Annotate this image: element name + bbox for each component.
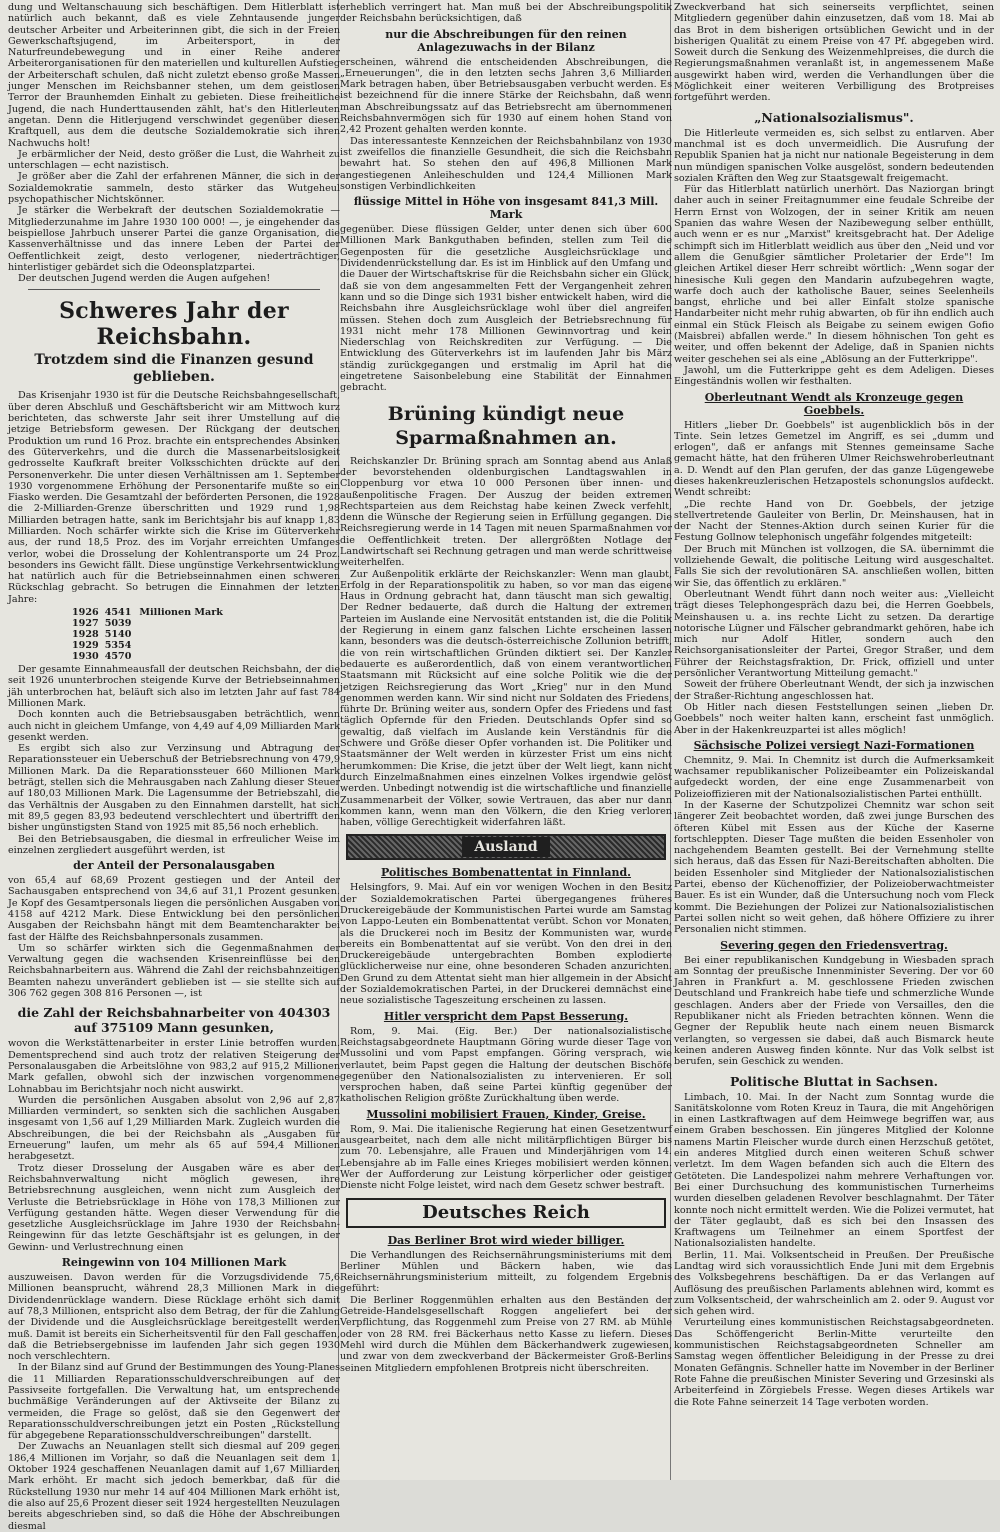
paragraph: Ob Hitler nach diesen Feststellungen seinen „lieben Dr. Goebbels" noch weiter halten kann, erscheint fast unmöglich. Aber in der Hakenkreuzpartei ist alles möglich! [674, 701, 994, 736]
subheading-arbeiterzahl: die Zahl der Reichsbahnarbeiter von 404303 auf 375109 Mann gesunken, [17, 1005, 331, 1036]
paragraph: Die Berliner Roggenmühlen erhalten aus den Beständen der Getreide-Handelsgesellschaft Roggen angeliefert bei der Verpflichtung, das Roggenmehl zum Preise von 27 RM. ab Mühle oder von 28 RM. frei Bäckerhaus netto Kasse zu liefern. Dieses Mehl wird durch die Mühlen dem Bäckerhandwerk zugewiesen, und zwar von dem zweckverband der Bäckermeister Groß-Berlins seinen Mitgliedern empfohlenen Brotpreis nicht überschreiten. [340, 1294, 672, 1374]
year-cell: 1928 [72, 629, 99, 641]
headline-polizei: Sächsische Polizei versiegt Nazi-Formationen [693, 738, 975, 752]
paragraph: Rom, 9. Mai. Die italienische Regierung hat einen Gesetzentwurf ausgearbeitet, nach dem alle nicht militärpflichtigen Bürger bis zum 70. Lebensjahre, alle Frauen und Minderjährigen vom 14. Lebensjahre ab im Falle eines Krieges mobilisiert werden können. Wer der Aufforderung zur Leistung körperlicher oder geistiger Dienste nicht Folge leistet, wird nach dem Gesetz schwer bestraft. [340, 1123, 672, 1192]
paragraph: Der Bruch mit München ist vollzogen, die SA. übernimmt die vollziehende Gewalt, die politische Leitung wird ausgeschaltet. Falls Sie sich der revolutionären SA. anschließen wollen, bitten wir Sie, das öffentlich zu erklären." [674, 543, 994, 589]
paragraph: Limbach, 10. Mai. In der Nacht zum Sonntag wurde die Sanitätskolonne vom Roten Kreuz in Taura, die mit Angehörigen in einen Lastkraftwagen auf dem Heimwege begriffen war, aus einem Graben beschossen. Ein jüngeres Mitglied der Kolonne namens Martin Fleischer wurde durch einen Herzschuß getötet, ein anderes Mitglied durch einen weiteren Schuß schwer verletzt. Im dem Wagen befanden sich auch die Eltern des Getöteten. Die Landespolizei nahm mehrere Verhaftungen vor. Bei einer Durchsuchung des kommunistischen Turnerheims wurden dieselben geladenen Revolver beschlagnahmt. Der Täter konnte noch nicht ermittelt werden. Wie die Polizei vermutet, hat der Täter geglaubt, daß es sich bei den Insassen des Kraftwagens um Teilnehmer an einem Sportfest der Nationalsozialisten handelte. [674, 1091, 994, 1250]
paragraph: Bei den Betriebsausgaben, die diesmal in erfreulicher Weise im einzelnen zergliedert ausgeführt werden, ist [8, 833, 340, 856]
headline-bluttat: Politische Bluttat in Sachsen. [729, 1073, 939, 1089]
paragraph: Das interessanteste Kennzeichen der Reichsbahnbilanz von 1930 ist zweifellos die finanzielle Gesundheit, die sich die Reichsbahn bewahrt hat. So stehen den auf 496,8 Millionen Mark angestiegenen Anleiheschulden und 124,4 Millionen Mark sonstigen Verbindlichkeiten [340, 135, 672, 192]
paragraph: Trotz dieser Drosselung der Ausgaben wäre es aber der Reichsbahnverwaltung nicht möglich gewesen, ihre Betriebsrechnung ausgleichen, wenn nicht zum Ausgleich der Verluste die Betriebsrücklage in Höhe von 178,3 Millionen zur Verfügung gestanden hätte. Wegen dieser Verwendung für die gesetzliche Ausgleichsrücklage im Jahre 1930 der Reichsbahn-Reingewinn für das letzte Geschäftsjahr ist es gelungen, in der Gewinn- und Verlustrechnung einen [8, 1162, 340, 1253]
headline-severing: Severing gegen den Friedensvertrag. [720, 938, 948, 952]
paragraph: wovon die Werkstättenarbeiter in erster Linie betroffen wurden. Dementsprechend sind auch trotz der relativen Steigerung der Personalausgaben die Arbeitslöhne von 983,2 auf 915,2 Millionen Mark gefallen, obwohl sich der inzwischen vorgenommene Lohnabbau im Berichtsjahr noch nicht auswirkt. [8, 1038, 340, 1095]
year-cell: 1926 [72, 607, 99, 619]
paragraph: Der Zuwachs an Neuanlagen stellt sich diesmal auf 209 gegen 186,4 Millionen im Vorjahr, so daß die Neuanlagen seit dem 1. Oktober 1924 geschaffenen Neuanlagen damit auf 1,67 Milliarden Mark erhöht. Er macht sich jedoch bemerkbar, daß für die Rückstellung 1930 nur mehr 14 auf 404 Millionen Mark erhöht ist, die also auf 25,6 Prozent dieser seit 1924 hergestellten Neuzulagen bereits abgeschrieben sind, so daß die Höhe der Abschreibungen diesmal [8, 1441, 340, 1532]
paragraph: Berlin, 11. Mai. Volksentscheid in Preußen. Der Preußische Landtag wird sich voraussichtlich Ende Juni mit dem Ergebnis des Volksbegehrens beschäftigen. Da er das Verlangen auf Auflösung des preußischen Parlaments ablehnen wird, kommt es zum Volksentscheid, der wahrscheinlich am 2. oder 9. August vor sich gehen wird. [674, 1249, 994, 1318]
section-banner-reich: Deutsches Reich [346, 1198, 666, 1228]
paragraph: „Die rechte Hand von Dr. Goebbels, der jetzige stellvertretende Gauleiter von Berlin, Dr. Meinshausen, hat in der Nacht der Stennes-Aktion durch seinen Kurier für die Festung Gollnow telephonisch ungefähr folgendes mitgeteilt: [674, 498, 994, 544]
paragraph: Soweit der frühere Oberleutnant Wendt, der sich ja inzwischen der Straßer-Richtung angeschlossen hat. [674, 679, 994, 702]
paragraph: Verurteilung eines kommunistischen Reichstagsabgeordneten. Das Schöffengericht Berlin-Mitte verurteilte den kommunistischen Reichstagsabgeordneten Schneller am Samstag wegen öffentlicher Beleidigung in der Presse zu drei Monaten Gefängnis. Schneller hatte im November in der Berliner Rote Fahne die preußischen Minister Severing und Grzesinski als Arbeiterfeind in Zörgiebels Fresse. Wegen dieses Artikels war die Rote Fahne seinerzeit 14 Tage verboten worden. [674, 1317, 994, 1408]
subheading-fluessige-mittel: flüssige Mittel in Höhe von insgesamt 841,3 Mill. Mark [353, 195, 659, 222]
section-banner-ausland [346, 834, 666, 860]
paragraph: Das Krisenjahr 1930 ist für die Deutsche Reichsbahngesellschaft, über deren Abschluß und Geschäftsbericht wir am Mittwoch kurz berichteten, das schwerste Jahr seit ihrer Umstellung auf die jetzige Betriebsform gewesen. Der Rückgang der deutschen Produktion um rund 16 Proz. brachte ein entsprechendes Absinken des Güterverkehrs, und die durch die Massenarbeitslosigkeit gedrosselte Kaufkraft breiter Volksschichten drückte auf den Personenverkehr. Die unter diesen Verhältnissen am 1. September 1930 vorgenommene Erhöhung der Personentarife mußte so ein Fiasko werden. Die Gesamtzahl der beförderten Personen, die 1928 die 2-Milliarden-Grenze überschritten und 1929 rund 1,98 Milliarden betragen hatte, sank im Berichtsjahr bis auf knapp 1,83 Milliarden. Noch schärfer wirkte sich die Krise im Güterverkehr aus, der rund 18,5 Proz. des im Vorjahr erreichten Umfanges verlor, wobei die Drosselung der Kohlentransporte um 24 Proz. besonders ins Gewicht fällt. Diese ungünstige Verkehrsentwicklung hat natürlich auch für die Betriebseinnahmen einen schweren Rückschlag gebracht. So betrugen die Einnahmen der letzten Jahre: [8, 390, 340, 605]
year-cell: 1927 [72, 618, 99, 630]
subheading-abschreibungen: nur die Abschreibungen für den reinen Anlagezuwachs in der Bilanz [385, 27, 627, 54]
paragraph: Doch konnten auch die Betriebsausgaben beträchtlich, wenn auch nicht in gleichem Umfange, von 4,49 auf 4,09 Milliarden Mark gesenkt werden. [8, 709, 340, 743]
subheading-reingewinn: Reingewinn von 104 Millionen Mark [61, 1256, 287, 1270]
headline-reichsbahn: Schweres Jahr der Reichsbahn. [59, 298, 289, 351]
value-cell: 5140 [104, 629, 132, 641]
paragraph: Je größer aber die Zahl der erfahrenen Männer, die sich in der Sozialdemokratie sammeln, desto stärker das Wutgeheul psychopathischer Nichtskönner. [8, 171, 340, 206]
paragraph: Hitlers „lieber Dr. Goebbels" ist augenblicklich bös in der Tinte. Sein letzes Gemetzel im Angriff, es sei „dumm und erlogen", daß er anfangs mit Stennes gemeinsame Sache gemacht hätte, hat den früheren Ulmer Reichswehroberleutnant a. D. Wendt auf den Plan gerufen, der das ganze Lügengewebe dieses hakenkreuzlerischen Hetzapostels schonungslos aufdeckt. Wendt schreibt: [674, 419, 994, 499]
paragraph: Rom, 9. Mai. (Eig. Ber.) Der nationalsozialistische Reichstagsabgeordnete Hauptmann Göring wurde dieser Tage von Mussolini und vom Papst empfangen. Göring versprach, wie verlautet, beim Papst gegen die Haltung der deutschen Bischöfe gegenüber den Nationalsozialisten zu intervenieren. Er soll versprochen haben, daß seine Partei künftig gegenüber der katholischen Religion größte Zurückhaltung üben werde. [340, 1025, 672, 1105]
paragraph: Der gesamte Einnahmeausfall der deutschen Reichsbahn, der die seit 1926 ununterbrochen steigende Kurve der Betriebseinnahmen jäh unterbrochen hat, beläuft sich also im letzten Jahr auf fast 784 Millionen Mark. [8, 664, 340, 709]
paragraph: Jawohl, um die Futterkrippe geht es dem Adeligen. Dieses Eingeständnis wollen wir festhalten. [674, 364, 994, 388]
paragraph: von 65,4 auf 68,69 Prozent gestiegen und der Anteil der Sachausgaben entsprechend von 34,6 auf 31,1 Prozent gesunken. Je Kopf des Gesamtpersonals liegen die persönlichen Ausgaben von 4158 auf 4212 Mark. Diese Entwicklung bei den persönlichen Ausgaben der Reichsbahn hängt mit dem Beamtencharakter bei fast der Hälfte des Reichsbahnpersonals zusammen. [8, 875, 340, 943]
paragraph: In der Kaserne der Schutzpolizei Chemnitz war schon seit längerer Zeit beobachtet worden, daß zwei junge Burschen des öfteren Kübel mit Essen aus der Küche der Kaserne fortschleppten. Dieser Tage mußten die beiden Essenholer von nachgehendem Beamten gestellt. Bei der Vernehmung stellte sich heraus, daß das Essen für Nazi-Bereitschaften abholten. Die beiden Essenholer sind Mitglieder der Nationalsozialistischen Partei, ebenso der Küchenoffizier, der Polizeioberwachtmeister Bauer. Es ist ein Wunder, daß die Untersuchung noch vom Fleck kommt. Die Beziehungen der Polizei zur Nationalsozialistischen Partei sollen nicht so weit gehen, daß höhere Offiziere zu ihrer Personalien nicht stimmen. [674, 800, 994, 936]
paragraph: Für das Hitlerblatt natürlich unerhört. Das Naziorgan bringt daher auch in seiner Freitagnummer eine feudale Schreibe der Herrn Ernst von Wolzogen, der in seiner Kritik am neuen Spanien das wahre Wesen der Nazibewegung selber enthüllt, auch wenn er es nur „Marxist" kreitsgebracht hat. Der Adelige schimpft sich im Hitlerblatt weidlich aus über den „Neid und vor allem die Genußgier sämtlicher Proletarier der Erde"! Im gleichen Artikel dieser Herr schreibt wörtlich: „Wenn sogar der hinesische Kuli gegen den Mandarin aufzubegehren wagte, warfe doch auch der katholische Bauer, seines Seelenheils bangst, ehrliche und bei aller Einfalt stolze spanische Handarbeiter nicht mehr ruhig abwarten, ob für ihn endlich auch einmal ein Stück Fleisch als Beigabe zu seinem ewigen Gofio (Maisbrei) abfallen werde." In diesem höhnischen Ton geht es weiter, und offen bekennt der Adelige, daß in Spanien nichts weiter geschehen sei als eine „Ablösung an der Futterkrippe". [674, 184, 994, 365]
headline-finnland: Politisches Bombenattentat in Finnland. [380, 866, 632, 880]
paragraph: Wurden die persönlichen Ausgaben absolut von 2,96 auf 2,87 Milliarden vermindert, so senkten sich die sachlichen Ausgaben insgesamt von 1,56 auf 1,29 Milliarden Mark. Zugleich wurden die Abschreibungen, die bei der Reichsbahn als „Ausgaben für Erneuerung" laufen, um mehr als 65 auf 594,4 Millionen herabgesetzt. [8, 1094, 340, 1163]
paragraph: erheblich verringert hat. Man muß bei der Abschreibungspolitik der Reichsbahn berücksichtigen, daß [340, 2, 672, 25]
paragraph: Chemnitz, 9. Mai. In Chemnitz ist durch die Aufmerksamkeit wachsamer republikanischer Polizeibeamter ein Polizeiskandal aufgedeckt worden, der eine enge Zusammenarbeit von Polizeioffizieren mit der Nationalsozialistischen Partei enthüllt. [674, 754, 994, 800]
paragraph: auszuweisen. Davon werden für die Vorzugsdividende 75,6 Millionen beansprucht, während 28,3 Millionen Mark in die Dividendenrücklage wandern. Diese Rücklage erhöht sich damit auf 78,3 Millionen, entspricht also dem Betrag, der für die Zahlung der Dividende und die Ausgleichsrücklage bereitgestellt werden muß. Damit ist bereits ein Sicherheitsventil für den Fall geschaffen, daß die Betriebsergebnisse im laufenden Jahr sich gegen 1930 noch verschlechtern. [8, 1272, 340, 1363]
column-left [8, 0, 340, 1532]
column-right [674, 0, 994, 1480]
table-row [72, 651, 229, 662]
divider [28, 289, 320, 290]
paragraph: Es ergibt sich also zur Verzinsung und Abtragung der Reparationssteuer ein Ueberschuß der Betriebsrechnung von 479,9 Millionen Mark. Da die Reparationssteuer 660 Millionen Mark beträgt, stellen sich die Mehrausgaben nach Zahlung dieser Steuer auf 180,03 Millionen Mark. Die Lagensumme der Betriebszahl, die das Verhältnis der Ausgaben zu den Einnahmen darstellt, hat sich mit 89,5 gegen 83,93 bedeutend verschlechtert und übertrifft den bisher ungünstigsten Stand von 1925 mit 85,56 noch erheblich. [8, 743, 340, 834]
value-cell: 4541 [104, 607, 132, 619]
paragraph: Zweckverband hat sich seinerseits verpflichtet, seinen Mitgliedern gegenüber dahin einzusetzen, daß vom 18. Mai ab das Brot in dem bisherigen ortsüblichen Gewicht und in der bisherigen Qualität zu einem Preise von 47 Pf. abgegeben wird. Soweit durch die Senkung des Weizenmehlpreises, die durch die Regierungsmaßnahmen veranlaßt ist, in angemessenem Maße ausgewirkt haben wird, werden die Verhandlungen über die Möglichkeit einer weiteren Verbilligung des Brotpreises fortgeführt werden. [674, 2, 994, 104]
unit-cell: Millionen Mark [139, 607, 223, 619]
paragraph: Die Hitlerleute vermeiden es, sich selbst zu entlarven. Aber manchmal ist es doch unvermeidlich. Die Ausrufung der Republik Spanien hat ja nicht nur nationale Begeisterung in dem nun mündigen spanischen Volke ausgelöst, sondern bedeutenden sozialen Kräften den Weg zur Staatsgewalt freigemacht. [674, 127, 994, 184]
value-cell: 4570 [104, 651, 132, 663]
value-cell: 5039 [104, 618, 132, 630]
value-cell: 5354 [104, 640, 132, 652]
headline-bruening: Brüning kündigt neue Sparmaßnahmen an. [387, 402, 625, 449]
headline-brot: Das Berliner Brot wird wieder billiger. [387, 1233, 625, 1247]
subheadline-reichsbahn: Trotzdem sind die Finanzen gesund geblieben. [34, 352, 314, 386]
paragraph: In der Bilanz sind auf Grund der Bestimmungen des Young-Planes die 11 Milliarden Reparationsschuldverschreibungen auf der Passivseite fortgefallen. Die Verwaltung hat, um entsprechende buchmäßige Veränderungen auf der Aktivseite der Bilanz zu vermeiden, die Frage so gelöst, daß sie den Gegenwert der Reparationsschuldverschreibungen jetzt ein Posten „Rückstellung für abgegebene Reparationsschuldverschreibungen" darstellt. [8, 1362, 340, 1442]
paragraph: Helsingfors, 9. Mai. Auf ein vor wenigen Wochen in den Besitz der Sozialdemokratischen Partei übergegangenes früheres Druckereigebäude der Kommunistischen Partei wurde am Samstag von Lappo-Leuten ein Bombenattentat verübt. Schon vor Monaten, als die Druckerei noch im Besitz der Kommunisten war, wurde bereits ein Bombenattentat auf sie verübt. Von den drei in den Druckereigebäude untergebrachten Bomben explodierte glücklicherweise nur eine, ohne besonderen Schaden anzurichten. Den Grund zu dem Attentat sieht man hier allgemein in der Absicht der Sozialdemokratischen Partei, in der Druckerei demnächst eine neue sozialistische Tageszeitung erscheinen zu lassen. [340, 882, 672, 1007]
headline-nationalsozialismus: „Nationalsozialismus". [754, 109, 914, 125]
subheading-personal: der Anteil der Personalausgaben [73, 859, 275, 873]
paragraph: Um so schärfer wirkten sich die Gegenmaßnahmen der Verwaltung gegen die wachsenden Krisenreinflüsse bei den Reichsbahnarbeitern aus. Während die Zahl der reichsbahnzeitigen Beamten nahezu unverändert geblieben ist — sie stellte sich auf 306 762 gegen 308 816 Personen —, ist [8, 942, 340, 1000]
table-row [72, 640, 229, 651]
paragraph: erscheinen, während die entscheidenden Abschreibungen, die „Erneuerungen", die in den letzten sechs Jahren 3,6 Milliarden Mark betragen haben, über Betriebsausgaben verbucht werden. Es ist bezeichnend für die innere Stärke der Reichsbahn, daß wenn man Abschreibungssatz auf das Betriebsrecht am übernommenen Reichsbahnvermögen sich für 1930 auf einem hohen Stand von 2,42 Prozent gehalten werden konnte. [340, 56, 672, 136]
headline-mussolini: Mussolini mobilisiert Frauen, Kinder, Greise. [366, 1107, 646, 1121]
table-row [72, 629, 229, 640]
headline-hitler-papst: Hitler verspricht dem Papst Besserung. [383, 1009, 629, 1023]
paragraph: Oberleutnant Wendt führt dann noch weiter aus: „Vielleicht trägt dieses Telephongespräch dazu bei, die Herren Goebbels, Meinshausen u. a. ins rechte Licht zu setzen. Da derartige notorische Lügner und Fälscher gebrandmarkt gehören, habe ich mich nur Adolf Hitler, sondern auch den Reichsorganisationsleiter der Partei, Gregor Straßer, und dem Führer der Reichstagsfraktion, Dr. Frick, offiziell und unter persönlicher Verantwortung Mitteilung gemacht." [674, 588, 994, 680]
paragraph: gegenüber. Diese flüssigen Gelder, unter denen sich über 600 Millionen Mark Bankguthaben befinden, stellen zum Teil die Gegenposten für die gesetzliche Ausgleichsrücklage und Dividendenrückstellung dar. Es ist im Hinblick auf den Umfang und die Dauer der Wirtschaftskrise für die Reichsbahn sicher ein Glück, daß sie von dem angesammelten Fett der Vergangenheit zehren kann und so die Dinge sich 1931 bisher entwickelt haben, wird die Reichsbahn ihre Ausgleichsrücklage wohl über diel angreifen müssen. Stehen doch zum Ausgleich der Betriebsrechnung für 1931 nicht mehr 178 Millionen Gewinnvortrag und kein Niederschlag von Reichskrediten zur Verfügung. — Die Entwicklung des Güterverkehrs ist im laufenden Jahr bis März ständig zurückgegangen und erstmalig im April hat die eingetretene Saisonbelebung eine Stabilität der Einnahmen gebracht. [340, 224, 672, 394]
headline-wendt: Oberleutnant Wendt als Kronzeuge gegen Goebbels. [704, 390, 964, 417]
year-cell: 1930 [72, 651, 99, 663]
section-banner-label: Ausland [462, 837, 549, 857]
column-middle [340, 0, 672, 1480]
revenue-table [72, 607, 229, 662]
table-row [72, 618, 229, 629]
paragraph: Reichskanzler Dr. Brüning sprach am Sonntag abend aus Anlaß der bevorstehenden oldenburgischen Landtagswahlen in Cloppenburg vor etwa 10 000 Personen über innen- und außenpolitische Fragen. Der Auszug der beiden extremen Rechtsparteien aus dem Reichstag habe keinen Zweck verfehlt, denn die Wünsche der Regierung seien in Erfüllung gegangen. Die Reichsregierung werde in 14 Tagen mit neuen Sparmaßnahmen vor die Oeffentlichkeit treten. Der allergrößten Notlage der Landwirtschaft sei Rechnung getragen und man werde schrittweise weiterhelfen. [340, 455, 672, 569]
year-cell: 1929 [72, 640, 99, 652]
paragraph: Zur Außenpolitik erklärte der Reichskanzler: Wenn man glaubt, Erfolg in der Reparationspolitik zu haben, so vor man das eigene Haus in Ordnung gebracht hat, dann täuscht man sich gewaltig. Der Redner bedauerte, daß durch die Haltung der extremen Parteien im Auslande eine Nervosität entstanden ist, die die Politik der Regierung in einem ganz falschen Lichte erscheinen lassen kann, besonders was die deutsch-österreichische Zollunion betrifft, die von rein wirtschaftlichen Gründen diktiert sei. Der Kanzler bedauerte es außerordentlich, daß von einem verantwortlichen Staatsmann mit Rücksicht auf eine solche Politik wie die der jetzigen Reichsregierung das Wort „Krieg" nur in den Mund genommen werden kann. Wir sind nicht nur Soldaten des Friedens, führte Dr. Brüning weiter aus, sondern Opfer des Friedens und fast täglich Opfernde für den Frieden. Deutschlands Opfer sind so gewaltig, daß vielfach im Auslande kein Verständnis für die Schwere und Größe dieser Opfer vorhanden ist. Die Politiker und Staatsmänner der Welt werden in kürzester Frist um eins nicht herumkommen: Die Krise, die jetzt über der Welt liegt, kann nicht durch Einzelmaßnahmen eines einzelnen Volkes irgendwie gelöst werden. Unbedingt notwendig ist die wirtschaftliche und finanzielle Zusammenarbeit der Völker, sowie Vertrauen, das aber nur dann kommen kann, wenn man den Völkern, die den Krieg verloren haben, völlige Gerechtigkeit widerfahren läßt. [340, 568, 672, 829]
paragraph: dung und Weltanschauung sich beschäftigen. Dem Hitlerblatt ist natürlich auch bekannt, daß es viele Zehntausende junger deutscher Arbeiter und Arbeiterinnen gibt, die sich in der Freien Gewerkschaftsjugend, im Arbeitersport, in der Naturfreundebewegung und in einer Reihe anderer Arbeiterorganisationen für den materiellen und kulturellen Aufstieg der Arbeiterschaft schulen, daß nicht zuletzt ebenso große Massen junger Menschen im Reichsbanner stehen, um dem geistlosen Terror der Braunhemden Einhalt zu gebieten. Diese freiheitliche Jugend, die nach Hunderttausenden zählt, hat's den Hitlerleuten angetan. Denn die Hitlerjugend verschwindet gegenüber diesen Kraftquell, aus dem die deutsche Sozialdemokratie sich ihren Nachwuchs holt! [8, 2, 340, 149]
paragraph: Bei einer republikanischen Kundgebung in Wiesbaden sprach am Sonntag der preußische Innenminister Severing. Der vor 60 Jahren in Frankfurt a. M. geschlossene Frieden zwischen Deutschland und Frankreich habe tiefe und schmerzliche Wunde geschlagen. Anders aber der Friede von Versailles, den die Republikaner nicht als Frieden betrachten können. Wenn die Gegner der Republik heute nach einem neuen Bismarck verlangten, so vergessen sie dabei, daß auch Bismarck heute keinen anderen Ausweg finden könnte. Nur das Volk selbst ist berufen, sein Geschick zu wenden. [674, 954, 994, 1068]
paragraph: Der deutschen Jugend werden die Augen aufgehen! [18, 273, 271, 285]
paragraph: Je stärker die Werbekraft der deutschen Sozialdemokratie — Mitgliederzunahme im Jahre 1930 100 000! —, je eingehender das beispiellose Jahrbuch unserer Partei die ganze Organisation, die Kassenverhältnisse und das innere Leben der Partei der Oeffentlichkeit zeigt, desto verlogener, niederträchtiger, hinterlistiger gebärdet sich die Odeonsplatzpartei. [8, 205, 340, 273]
table-row [72, 607, 229, 618]
paragraph: Die Verhandlungen des Reichsernährungsministeriums mit dem Berliner Mühlen und Bäckern haben, wie das Reichsernährungsministerium mitteilt, zu folgendem Ergebnis geführt: [340, 1249, 672, 1295]
paragraph: Je erbärmlicher der Neid, desto größer die Lust, die Wahrheit zu unterschlagen — echt nazistisch. [8, 148, 340, 172]
